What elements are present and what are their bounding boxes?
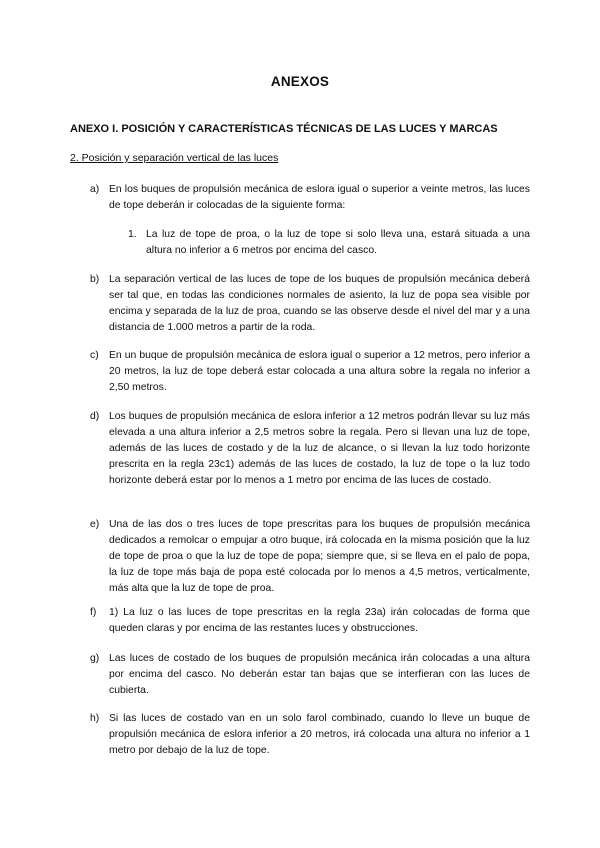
list-item-text: La separación vertical de las luces de tope de los buques de propulsión mecánica deberá ser tal que, en todas las condiciones normales de asiento, la luz de popa sea visible por encima y separada de la luz de proa, cuando se las observe desde el nivel del mar y a una distancia de 1.000 metros a partir de la roda. bbox=[109, 274, 530, 333]
list-item-text: 1) La luz o las luces de tope prescritas en la regla 23a) irán colocadas de forma que queden claras y por encima de las restantes luces y obstrucciones. bbox=[109, 607, 530, 634]
list-item-d bbox=[90, 409, 530, 489]
list-item-text: Las luces de costado de los buques de propulsión mecánica irán colocadas a una altura por encima del casco. No deberán estar tan bajas que se interfieran con las luces de cubierta. bbox=[109, 653, 530, 696]
list-item-marker: a) bbox=[90, 184, 100, 195]
list-item-a bbox=[90, 182, 530, 214]
list-item-c bbox=[90, 348, 530, 396]
list-item-b bbox=[90, 272, 530, 336]
list-item-marker: d) bbox=[90, 411, 100, 422]
sub-list-item-1 bbox=[128, 227, 530, 259]
list-item-g bbox=[90, 651, 530, 699]
list-item-text: Si las luces de costado van en un solo farol combinado, cuando lo lleve un buque de propulsión mecánica de eslora inferior a 20 metros, irá colocada una altura no inferior a 1 metro por debajo de la luz de tope. bbox=[109, 713, 530, 756]
list-item-h bbox=[90, 711, 530, 759]
list-item-text: Una de las dos o tres luces de tope prescritas para los buques de propulsión mecánica dedicados a remolcar o empujar a otro buque, irá colocada en la misma posición que la luz de tope de proa o que la luz de tope de popa; siempre que, si se lleva en el palo de popa, la luz de tope más baja de popa esté colocada por lo menos a 4,5 metros, verticalmente, más alta que la luz de tope de proa. bbox=[109, 519, 530, 594]
list-item-marker: c) bbox=[90, 350, 99, 361]
list-item-f bbox=[90, 605, 530, 637]
list-item-marker: e) bbox=[90, 519, 100, 530]
list-item-text: Los buques de propulsión mecánica de eslora inferior a 12 metros podrán llevar su luz más elevada a una altura inferior a 2,5 metros sobre la regala. Pero si llevan una luz de tope, además de las luces de costado y de la luz de alcance, o si llevan la luz todo horizonte prescrita en la regla 23c1) además de las luces de costado, la luz de tope o la luz todo horizonte deberá estar por lo menos a 1 metro por encima de las luces de costado. bbox=[109, 411, 530, 486]
list-item-text: En un buque de propulsión mecánica de eslora igual o superior a 12 metros, pero inferior a 20 metros, la luz de tope deberá estar colocada a una altura sobre la regala no inferior a 2,50 metros. bbox=[109, 350, 530, 393]
list-item-marker: g) bbox=[90, 653, 100, 664]
sub-list-item-text: La luz de tope de proa, o la luz de tope si solo lleva una, estará situada a una altura no inferior a 6 metros por encima del casco. bbox=[146, 229, 530, 256]
list-item-e bbox=[90, 517, 530, 597]
sub-list-item-marker: 1. bbox=[128, 229, 137, 240]
section-heading: 2. Posición y separación vertical de las luces bbox=[70, 152, 279, 164]
list-item-marker: h) bbox=[90, 713, 100, 724]
list-item-text: En los buques de propulsión mecánica de eslora igual o superior a veinte metros, las luces de tope deberán ir colocadas de la siguiente forma: bbox=[109, 184, 530, 211]
page-title: ANEXOS bbox=[270, 74, 330, 89]
annex-heading: ANEXO I. POSICIÓN Y CARACTERÍSTICAS TÉCNICAS DE LAS LUCES Y MARCAS bbox=[70, 123, 498, 135]
list-item-marker: f) bbox=[90, 607, 97, 618]
list-item-marker: b) bbox=[90, 274, 100, 285]
